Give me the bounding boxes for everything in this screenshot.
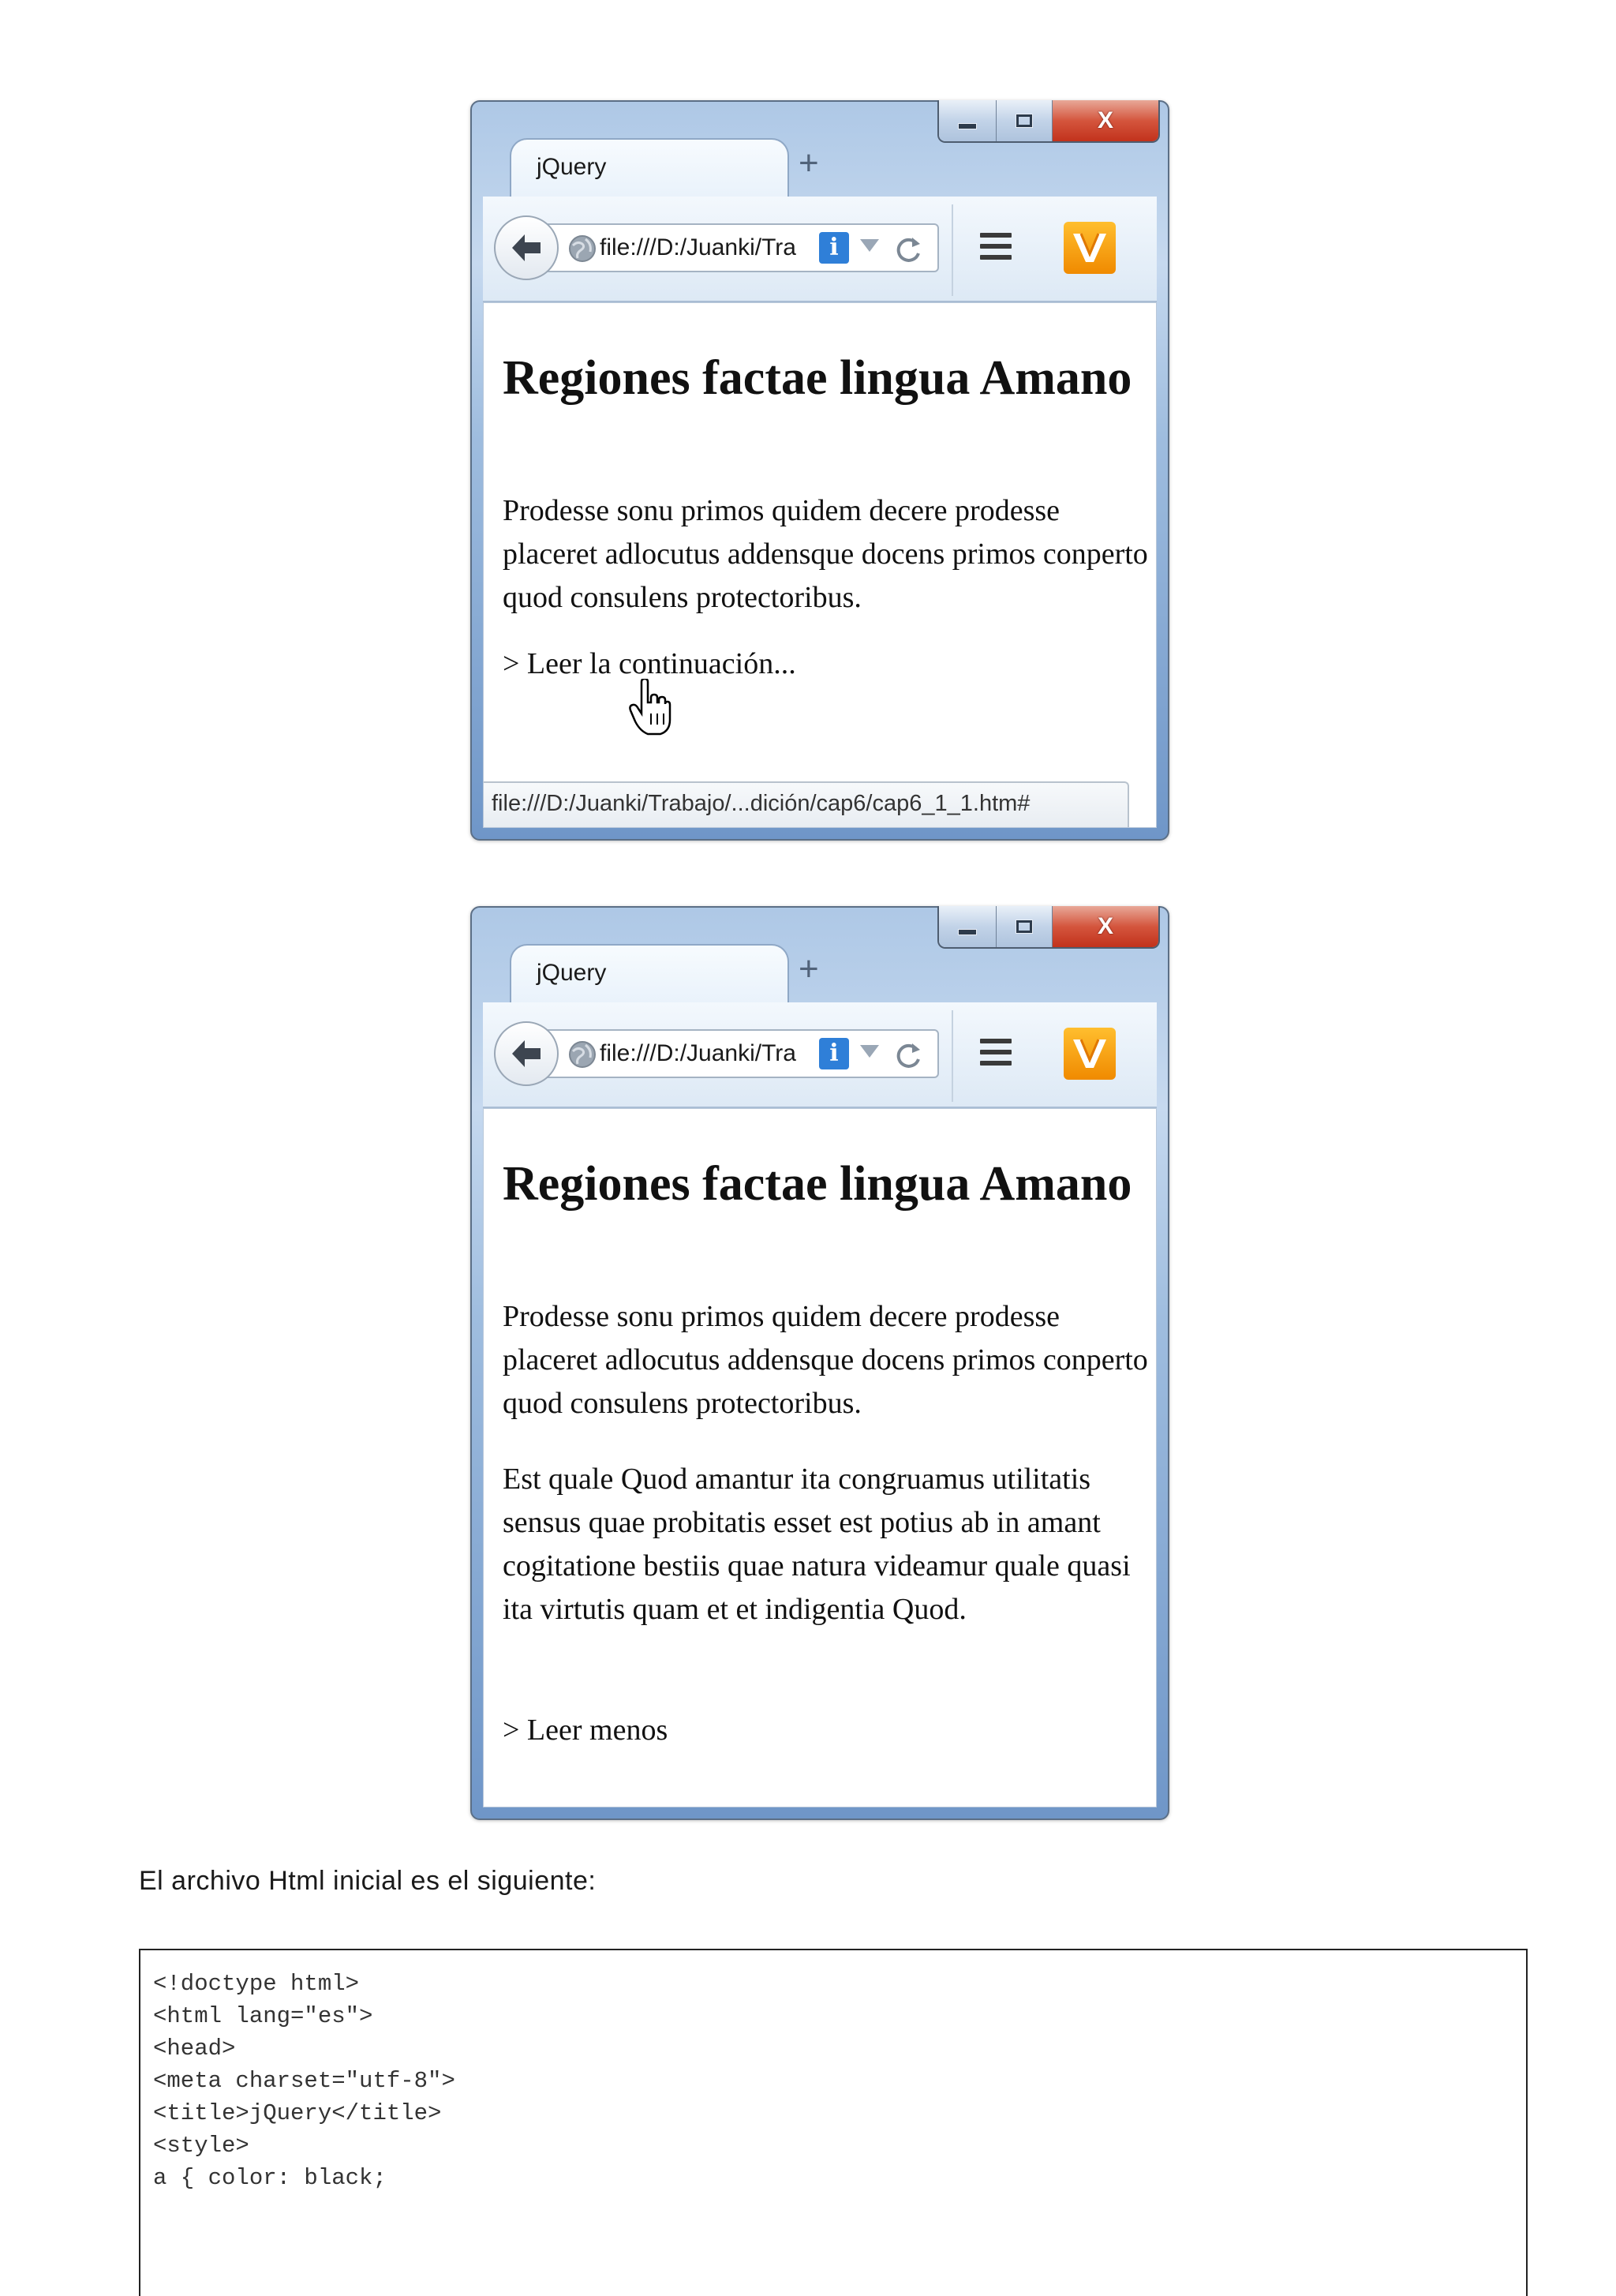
code-line: <meta charset="utf-8">: [153, 2068, 455, 2094]
window-caption-buttons: [937, 100, 1160, 143]
status-bar: file:///D:/Juanki/Trabajo/...dición/cap6/cap6_1_1.htm#: [484, 781, 1129, 827]
back-arrow-icon: [509, 233, 544, 263]
close-icon: X: [1097, 107, 1113, 133]
maximize-button[interactable]: [997, 100, 1053, 141]
page-heading: Regiones factae lingua Amano: [503, 351, 1132, 405]
back-button[interactable]: [494, 1021, 559, 1086]
code-listing: [139, 1949, 1528, 2296]
toolbar-separator: [952, 1010, 953, 1102]
read-more-link[interactable]: > Leer la continuación...: [503, 647, 796, 680]
menu-icon[interactable]: [980, 1039, 1012, 1066]
reload-icon[interactable]: [893, 234, 925, 266]
window-caption-buttons: [937, 906, 1160, 949]
paragraph-2: Est quale Quod amantur ita congruamus utilitatis sensus quae probitatis esset est potius ab in amant cogitatione bestiis quae natura videamur quale quasi ita virtutis quam et et indigentia Quod.: [503, 1463, 1131, 1626]
vivaldi-logo-icon[interactable]: [1064, 222, 1116, 274]
minimize-icon: [958, 123, 977, 129]
address-bar[interactable]: [548, 1029, 939, 1078]
address-text: file:///D:/Juanki/Tra: [600, 234, 796, 260]
dropdown-icon[interactable]: [860, 1045, 879, 1058]
page-viewport: [483, 302, 1157, 828]
toolbar-separator: [952, 204, 953, 296]
address-text: file:///D:/Juanki/Tra: [600, 1040, 796, 1066]
document-caption: El archivo Html inicial es el siguiente:: [139, 1866, 597, 1896]
browser-tab[interactable]: [510, 138, 789, 198]
code-line: <!doctype html>: [153, 1971, 360, 1997]
info-icon[interactable]: i: [819, 232, 849, 264]
vivaldi-logo-icon[interactable]: [1064, 1028, 1116, 1080]
back-button[interactable]: [494, 215, 559, 280]
paragraph-1: Prodesse sonu primos quidem decere prodesse placeret adlocutus addensque docens primos conperto quod consulens protectoribus.: [503, 1300, 1148, 1420]
code-line: <head>: [153, 2036, 236, 2062]
tab-title: jQuery: [537, 154, 607, 180]
tab-title: jQuery: [537, 960, 607, 986]
minimize-icon: [958, 929, 977, 935]
globe-icon: [568, 1040, 597, 1069]
maximize-button[interactable]: [997, 906, 1053, 947]
reload-icon[interactable]: [893, 1040, 925, 1072]
code-line: <html lang="es">: [153, 2003, 373, 2029]
hand-cursor-icon: [629, 679, 671, 736]
close-icon: X: [1097, 913, 1113, 939]
code-line: <title>jQuery</title>: [153, 2100, 442, 2126]
paragraph-1: Prodesse sonu primos quidem decere prodesse placeret adlocutus addensque docens primos conperto quod consulens protectoribus.: [503, 494, 1148, 614]
browser-window-collapsed: [470, 100, 1169, 841]
code-line: <style>: [153, 2133, 249, 2159]
page-viewport: [483, 1108, 1157, 1807]
new-tab-button[interactable]: +: [799, 949, 819, 988]
back-arrow-icon: [509, 1039, 544, 1069]
browser-window-expanded: [470, 906, 1169, 1820]
minimize-button[interactable]: [939, 100, 997, 141]
close-button[interactable]: [1053, 906, 1158, 947]
globe-icon: [568, 234, 597, 263]
info-icon[interactable]: i: [819, 1038, 849, 1069]
navigation-toolbar: [483, 197, 1157, 302]
code-line: a { color: black;: [153, 2165, 387, 2191]
maximize-icon: [1016, 920, 1032, 933]
page-heading: Regiones factae lingua Amano: [503, 1157, 1132, 1211]
navigation-toolbar: [483, 1002, 1157, 1108]
close-button[interactable]: [1053, 100, 1158, 141]
minimize-button[interactable]: [939, 906, 997, 947]
read-less-link[interactable]: > Leer menos: [503, 1714, 668, 1747]
dropdown-icon[interactable]: [860, 239, 879, 252]
browser-tab[interactable]: [510, 944, 789, 1004]
new-tab-button[interactable]: +: [799, 144, 819, 182]
address-bar[interactable]: [548, 223, 939, 272]
menu-icon[interactable]: [980, 233, 1012, 260]
maximize-icon: [1016, 114, 1032, 127]
